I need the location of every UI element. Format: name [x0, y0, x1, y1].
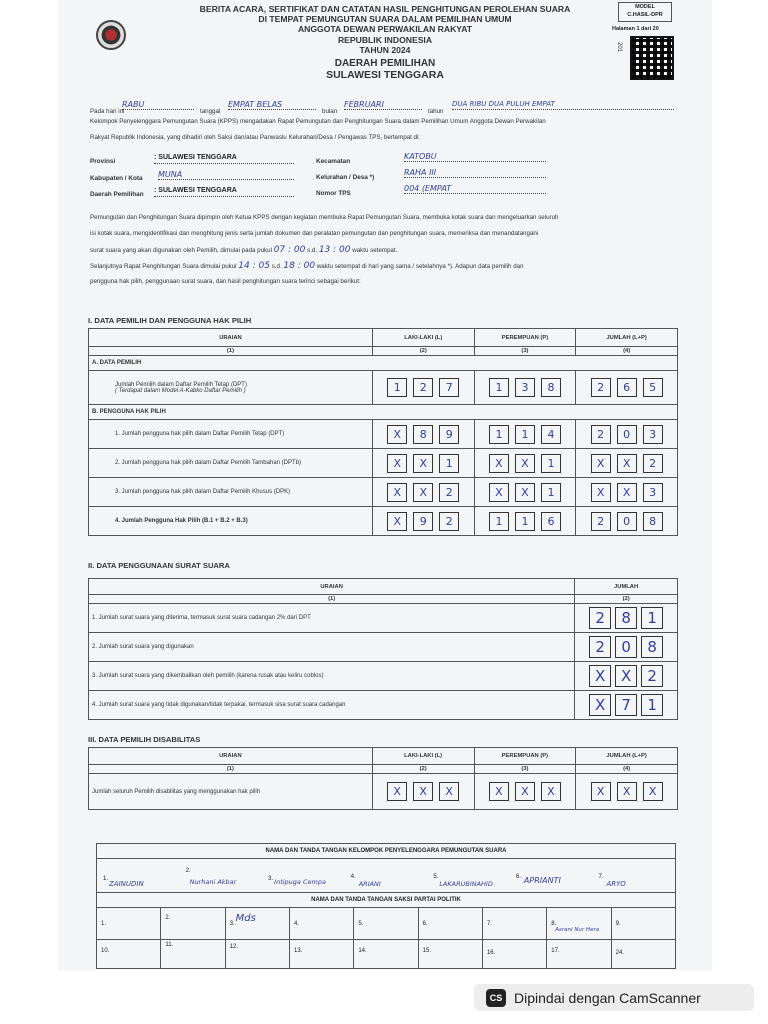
kpps-num: 2.	[185, 868, 191, 874]
end-time: 13 : 00	[318, 245, 351, 255]
section-1-title: I. DATA PEMILIH DAN PENGGUNA HAK PILIH	[88, 316, 252, 325]
digit-box: 1	[641, 607, 663, 629]
title-line-5: TAHUN 2024	[359, 44, 411, 55]
kpps-signature: Intipuga Cempa	[274, 878, 326, 886]
title-line-3: ANGGOTA DEWAN PERWAKILAN RAKYAT	[297, 24, 473, 35]
s2-col-j: JUMLAH	[575, 579, 678, 595]
saksi-num: 10.	[101, 948, 110, 954]
intro-text-2: Rakyat Republik Indonesia, yang dihadiri oleh Saksi dan/atau Panwaslu Kelurahan/Desa / Pengawas TPS, bertempat di:	[90, 134, 421, 141]
procedure-line-2: isi kotak suara, mengidentifikasi dan menghitung jenis serta jumlah dokumen dan peralatan pemungutan dan penghitungan suara, memeriksa dan menandatangani	[90, 230, 539, 237]
tahun-value: DUA RIBU DUA PULUH EMPAT	[452, 100, 674, 110]
digit-box: X	[413, 782, 433, 801]
start-time: 07 : 00	[273, 245, 306, 255]
saksi-num: 8.	[551, 921, 557, 927]
procedure-line-4b: s.d.	[271, 263, 282, 270]
saksi-num: 14.	[358, 948, 367, 954]
s1-col-j: JUMLAH (L+P)	[576, 329, 678, 347]
kelurahan-label: Kelurahan / Desa *)	[316, 174, 375, 181]
saksi-signature: Asrani Nur Hera	[555, 927, 600, 933]
s2-row-label: 3. Jumlah surat suara yang dikembalikan oleh pemilih (karena rusak atau keliru coblos)	[89, 662, 575, 691]
tanggal-label: tanggal	[200, 108, 221, 115]
camscanner-text: Dipindai dengan CamScanner	[514, 989, 701, 1006]
title-line-2: DI TEMPAT PEMUNGUTAN SUARA DALAM PEMILIHAN UMUM	[258, 14, 512, 25]
s1-row-label: 2. Jumlah pengguna hak pilih dalam Daftar Pemilih Tambahan (DPTb)	[89, 449, 373, 478]
kabupaten-label: Kabupaten / Kota	[90, 175, 143, 182]
section-2-title: II. DATA PENGGUNAAN SURAT SUARA	[88, 561, 230, 570]
section-2-table	[88, 578, 678, 720]
s1-num-3: (3)	[474, 347, 576, 356]
pada-hari-value: RABU	[122, 100, 194, 110]
digit-box: X	[615, 665, 637, 687]
count-start-time: 14 : 05	[238, 261, 270, 271]
digit-box: X	[387, 782, 407, 801]
digit-box: 1	[515, 512, 535, 531]
digit-box: 9	[439, 425, 459, 444]
s2-row-label: 4. Jumlah surat suara yang tidak digunakan/tidak terpakai, termasuk sisa surat suara cadangan	[89, 691, 575, 720]
kecamatan-label: Kecamatan	[316, 158, 351, 165]
saksi-num: 5.	[358, 921, 364, 927]
s1-col-p: PEREMPUAN (P)	[474, 329, 576, 347]
procedure-line-4	[90, 262, 524, 271]
digit-box: 1	[541, 454, 561, 473]
digit-box: X	[589, 694, 611, 716]
saksi-sign-title: NAMA DAN TANDA TANGAN SAKSI PARTAI POLITIK	[97, 892, 675, 908]
s1-num-1: (1)	[89, 347, 373, 356]
daerah-label: DAERAH PEMILIHAN	[334, 58, 436, 70]
digit-box: 2	[413, 378, 433, 397]
digit-box: 8	[643, 512, 663, 531]
kpps-num: 3.	[268, 876, 274, 882]
tahun-label: tahun	[428, 108, 444, 115]
digit-box: X	[617, 483, 637, 502]
digit-box: X	[413, 483, 433, 502]
s1-col-uraian: URAIAN	[89, 329, 373, 347]
kpps-sign-title: NAMA DAN TANDA TANGAN KELOMPOK PENYELENGGARA PEMUNGUTAN SUARA	[97, 844, 675, 859]
saksi-signature: Mds	[235, 913, 256, 924]
dapil-value: : SULAWESI TENGGARA	[154, 187, 294, 197]
s1-dpt-label: Jumlah Pemilih dalam Daftar Pemilih Tetap (DPT)	[115, 381, 247, 388]
digit-box: 2	[589, 636, 611, 658]
bulan-label: bulan	[322, 108, 338, 115]
procedure-line-3c: waktu setempat.	[352, 247, 398, 254]
model-badge	[618, 2, 672, 22]
digit-box: X	[515, 782, 535, 801]
saksi-num: 13.	[293, 948, 303, 954]
digit-box: X	[489, 483, 509, 502]
kpu-logo	[96, 20, 126, 50]
saksi-num: 6.	[422, 921, 428, 927]
digit-box: 1	[387, 378, 407, 397]
digit-box: X	[387, 483, 407, 502]
qr-block	[616, 36, 670, 80]
digit-box: 4	[541, 425, 561, 444]
digit-box: 8	[541, 378, 561, 397]
s1-section-a: A. DATA PEMILIH	[89, 356, 678, 371]
kpps-sign-row	[97, 858, 675, 892]
section-1-table	[88, 328, 678, 536]
model-line-2: C.HASIL-DPR	[627, 12, 663, 18]
digit-box: X	[515, 483, 535, 502]
s1-dpt-note: ( Terdapat dalam Model A-Kabko Daftar Pemilih )	[115, 387, 246, 394]
kpps-num: 6.	[515, 874, 521, 880]
saksi-sign-row-1	[97, 907, 675, 940]
digit-box: 8	[413, 425, 433, 444]
digit-box: 2	[641, 665, 663, 687]
qr-side-text: 201	[616, 42, 622, 53]
kpps-num: 1.	[103, 876, 109, 882]
digit-box: 6	[541, 512, 561, 531]
s1-num-2: (2)	[372, 347, 474, 356]
section-3-title: III. DATA PEMILIH DISABILITAS	[88, 735, 201, 744]
digit-box: X	[489, 782, 509, 801]
digit-box: 7	[615, 694, 637, 716]
s3-col-l: LAKI-LAKI (L)	[372, 748, 474, 765]
digit-box: X	[643, 782, 663, 801]
digit-box: 1	[641, 694, 663, 716]
digit-box: X	[413, 454, 433, 473]
s3-col-p: PEREMPUAN (P)	[474, 748, 576, 765]
digit-box: X	[515, 454, 535, 473]
s2-row-label: 2. Jumlah surat suara yang digunakan	[89, 633, 575, 662]
s1-row-label: 4. Jumlah Pengguna Hak Pilih (B.1 + B.2 + B.3)	[89, 507, 373, 536]
s1-row-label: 1. Jumlah pengguna hak pilih dalam Daftar Pemilih Tetap (DPT)	[89, 420, 373, 449]
table-row	[89, 478, 678, 507]
digit-box: 7	[439, 378, 459, 397]
s3-num-3: (3)	[474, 765, 576, 774]
procedure-line-1: Pemungutan dan Penghitungan Suara dipimpin oleh Ketua KPPS dengan kegiatan membuka Rapat Pemungutan Suara, membuka kotak suara dan mengeluarkan seluruh	[90, 214, 559, 221]
saksi-num: 4.	[293, 921, 299, 927]
intro-text-1: Kelompok Penyelenggara Pemungutan Suara (KPPS) mengadakan Rapat Pemungutan dan Penghitungan Suara dalam Pemilihan Umum Anggota Dewan Perwakilan	[90, 118, 546, 125]
procedure-line-4a: Selanjutnya Rapat Penghitungan Suara dimulai pukul	[90, 263, 237, 270]
digit-box: 2	[591, 512, 611, 531]
digit-box: X	[617, 454, 637, 473]
table-row	[89, 449, 678, 478]
kpps-signature: ARIANI	[358, 880, 381, 888]
saksi-num: 16.	[486, 950, 496, 956]
saksi-num: 11.	[165, 942, 174, 948]
table-row	[89, 774, 678, 810]
digit-box: X	[591, 782, 611, 801]
model-line-1: MODEL	[635, 4, 655, 10]
kpps-signature: LAKARUBINAHID	[439, 880, 493, 888]
procedure-line-3	[90, 246, 397, 255]
dapil-label: Daerah Pemilihan	[90, 191, 144, 198]
digit-box: X	[489, 454, 509, 473]
s3-col-j: JUMLAH (L+P)	[576, 748, 678, 765]
kpps-signature: ZAINUDIN	[109, 880, 144, 888]
digit-box: 2	[591, 425, 611, 444]
saksi-num: 24.	[615, 950, 624, 956]
kecamatan-value: KATOBU	[404, 152, 546, 162]
tanggal-value: EMPAT BELAS	[228, 100, 316, 110]
digit-box: 6	[617, 378, 637, 397]
kpps-signature: APRIANTI	[523, 876, 561, 885]
title-line-4: REPUBLIK INDONESIA	[337, 34, 433, 45]
saksi-num: 1.	[101, 921, 107, 927]
digit-box: 2	[589, 607, 611, 629]
digit-box: X	[541, 782, 561, 801]
digit-box: 2	[439, 483, 459, 502]
s1-col-l: LAKI-LAKI (L)	[372, 329, 474, 347]
table-row	[89, 507, 678, 536]
s1-row-label: 3. Jumlah pengguna hak pilih dalam Daftar Pemilih Khusus (DPK)	[89, 478, 373, 507]
digit-box: X	[387, 454, 407, 473]
s3-num-4: (4)	[576, 765, 678, 774]
digit-box: X	[591, 483, 611, 502]
digit-box: X	[387, 512, 407, 531]
digit-box: 3	[515, 378, 535, 397]
kpps-signature: ARYO	[606, 880, 626, 888]
daerah-value: SULAWESI TENGGARA	[326, 69, 444, 82]
digit-box: 1	[541, 483, 561, 502]
bulan-value: FEBRUARI	[344, 100, 422, 110]
saksi-num: 9.	[615, 921, 621, 927]
tps-label: Nomor TPS	[316, 190, 351, 197]
saksi-sign-row-2	[97, 940, 675, 968]
qr-code	[630, 36, 674, 80]
digit-box: 1	[489, 512, 509, 531]
s3-col-uraian: URAIAN	[89, 748, 373, 765]
saksi-num: 15.	[422, 948, 431, 954]
digit-box: 2	[643, 454, 663, 473]
table-row	[89, 662, 678, 691]
kpps-num: 4.	[350, 874, 356, 880]
camscanner-logo-icon: CS	[486, 989, 506, 1007]
signature-block	[96, 843, 676, 969]
saksi-num: 3.	[229, 921, 235, 927]
count-end-time: 18 : 00	[283, 261, 316, 271]
procedure-line-5: pengguna hak pilih, penggunaan surat suara, dan hasil penghitungan suara terinci sebagai berikut:	[90, 278, 361, 285]
s2-num-2: (2)	[575, 595, 678, 604]
s1-num-4: (4)	[576, 347, 678, 356]
s1-section-b: B. PENGGUNA HAK PILIH	[89, 405, 678, 420]
digit-box: 2	[591, 378, 611, 397]
digit-box: X	[591, 454, 611, 473]
page-info: Halaman 1 dari 20	[612, 26, 659, 32]
procedure-line-4c: waktu setempat di hari yang sama / setelahnya *). Adapun data pemilih dan	[316, 263, 524, 270]
digit-box: X	[589, 665, 611, 687]
digit-box: 2	[439, 512, 459, 531]
digit-box: 5	[643, 378, 663, 397]
s3-num-1: (1)	[89, 765, 373, 774]
saksi-num: 12.	[229, 944, 238, 950]
digit-box: X	[617, 782, 637, 801]
kpps-num: 5.	[433, 874, 439, 880]
digit-box: 3	[643, 483, 663, 502]
s2-col-uraian: URAIAN	[89, 579, 575, 595]
kelurahan-value: RAHA III	[404, 168, 546, 178]
digit-box: 0	[615, 636, 637, 658]
kpps-signature: Nurhani Akbar	[189, 878, 237, 886]
table-row	[89, 691, 678, 720]
digit-box: 8	[641, 636, 663, 658]
saksi-num: 7.	[486, 921, 492, 927]
s1-dpt-row	[89, 371, 678, 405]
procedure-line-3b: s.d.	[307, 247, 318, 254]
provinsi-value: : SULAWESI TENGGARA	[154, 154, 294, 164]
section-3-table	[88, 747, 678, 810]
digit-box: 1	[489, 425, 509, 444]
kpps-num: 7.	[598, 874, 604, 880]
title-line-1: BERITA ACARA, SERTIFIKAT DAN CATATAN HASIL PENGHITUNGAN PEROLEHAN SUARA	[199, 4, 571, 14]
tps-value: 004 (EMPAT	[404, 184, 546, 194]
table-row	[89, 604, 678, 633]
s2-row-label: 1. Jumlah surat suara yang diterima, termasuk surat suara cadangan 2% dari DPT	[89, 604, 575, 633]
kabupaten-value: MUNA	[158, 170, 294, 180]
procedure-line-3a: surat suara yang akan digunakan oleh Pemilih, dimulai pada pukul	[90, 247, 272, 254]
digit-box: 9	[413, 512, 433, 531]
digit-box: 1	[489, 378, 509, 397]
digit-box: X	[387, 425, 407, 444]
s3-row-label: Jumlah seluruh Pemilih disabilitas yang menggunakan hak pilih	[89, 774, 373, 810]
digit-box: X	[439, 782, 459, 801]
saksi-num: 2.	[165, 915, 171, 921]
saksi-num: 17.	[551, 948, 560, 954]
s2-num-1: (1)	[89, 595, 575, 604]
digit-box: 0	[617, 425, 637, 444]
table-row	[89, 633, 678, 662]
digit-box: 0	[617, 512, 637, 531]
table-row	[89, 420, 678, 449]
pada-hari-label: Pada hari ini	[90, 108, 125, 115]
s3-num-2: (2)	[372, 765, 474, 774]
digit-box: 1	[439, 454, 459, 473]
provinsi-label: Provinsi	[90, 158, 116, 165]
document-header	[170, 4, 600, 80]
camscanner-watermark	[474, 984, 754, 1011]
digit-box: 1	[515, 425, 535, 444]
digit-box: 8	[615, 607, 637, 629]
digit-box: 3	[643, 425, 663, 444]
